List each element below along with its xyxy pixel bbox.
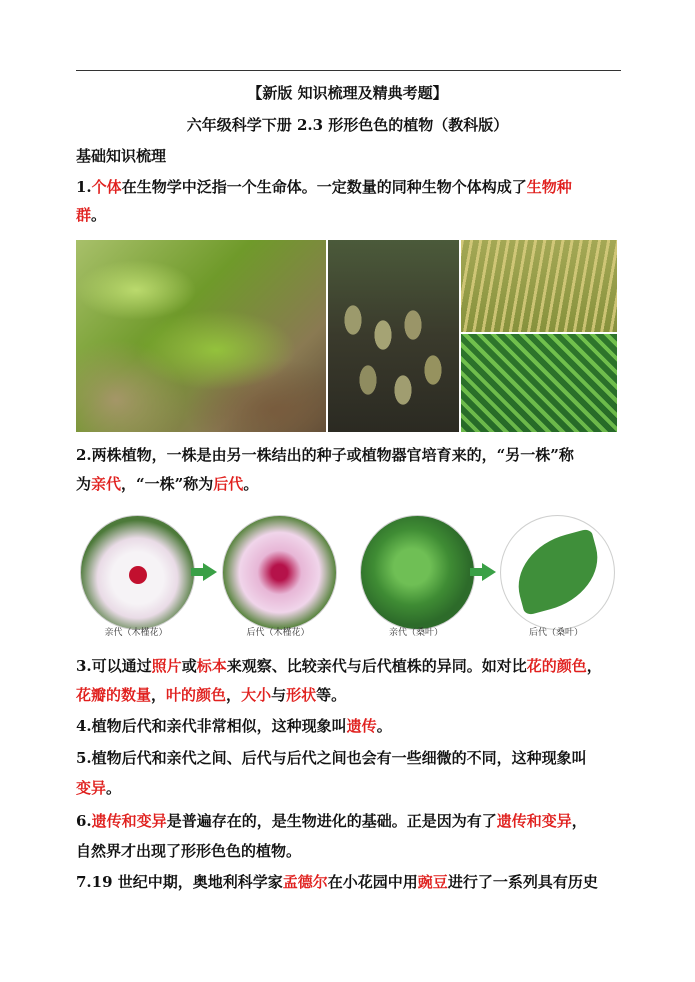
doc-subtitle: 六年级科学下册 2.3 形形色色的植物（教科版） [186, 116, 509, 134]
offspring-hibiscus-photo [222, 515, 337, 630]
arrow-right-icon [482, 563, 496, 581]
paragraph-6-line-2: 自然界才出现了形形色色的植物。 [76, 842, 302, 860]
pine-cone-photo [328, 240, 459, 432]
section-title: 基础知识梳理 [76, 147, 167, 165]
parent-hibiscus-photo [80, 515, 195, 630]
paragraph-7-line-1: 7.19 世纪中期，奥地利科学家孟德尔在小花园中用豌豆进行了一系列具有历史 [76, 873, 598, 891]
paragraph-2-line-1: 2.两株植物，一株是由另一株结出的种子或植物器官培育来的，“另一株”称 [76, 446, 574, 464]
hibiscus-center [129, 566, 147, 584]
parent-mulberry-leaf-photo [360, 515, 475, 630]
doc-title: 【新版 知识梳理及精典考题】 [247, 84, 448, 102]
paragraph-5-line-2: 变异。 [76, 779, 122, 797]
arrow-right-icon [203, 563, 217, 581]
paragraph-5-line-1: 5.植物后代和亲代之间、后代与后代之间也会有一些细微的不同，这种现象叫 [76, 749, 587, 767]
offspring-mulberry-leaf-photo [500, 515, 615, 630]
paragraph-4: 4.植物后代和亲代非常相似，这种现象叫遗传。 [76, 717, 392, 735]
fern-photo [461, 334, 617, 432]
paragraph-6-line-1: 6.遗传和变异是普遍存在的，是生物进化的基础。正是因为有了遗传和变异， [76, 812, 587, 830]
caption-parent-hibiscus: 亲代（木槿花） [104, 628, 168, 638]
header-rule [76, 70, 621, 71]
caption-offspring-mulberry: 后代（桑叶） [528, 628, 583, 638]
paragraph-1-line-2: 群。 [76, 206, 107, 224]
rice-photo [461, 240, 617, 332]
moss-photo [76, 240, 326, 432]
paragraph-3-line-1: 3.可以通过照片或标本来观察、比较亲代与后代植株的异同。如对比花的颜色， [76, 657, 602, 675]
paragraph-2-line-2: 为亲代，“一株”称为后代。 [76, 475, 259, 493]
paragraph-1-line-1: 1.个体在生物学中泛指一个生命体。一定数量的同种生物个体构成了生物种 [76, 178, 572, 196]
caption-parent-mulberry: 亲代（桑叶） [388, 628, 443, 638]
paragraph-3-line-2: 花瓣的数量，叶的颜色，大小与形状等。 [76, 686, 347, 704]
leaf-shape [508, 528, 609, 616]
caption-offspring-hibiscus: 后代（木槿花） [246, 628, 310, 638]
